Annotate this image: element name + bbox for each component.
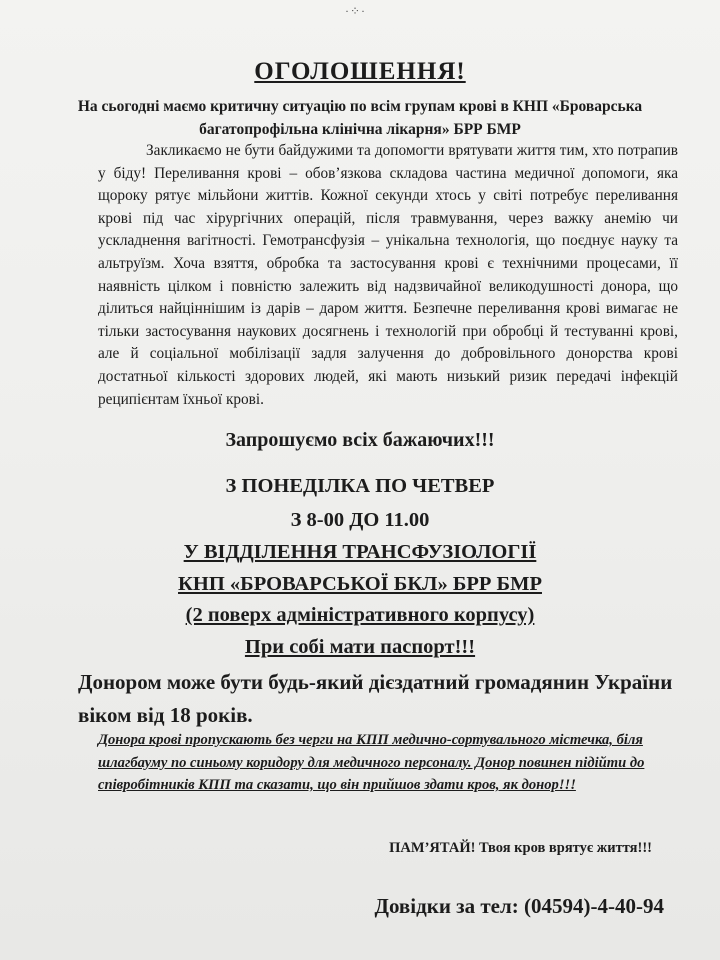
- remember-line: ПАМ’ЯТАЙ! Твоя кров врятує життя!!!: [389, 840, 652, 856]
- passport-line: При собі мати паспорт!!!: [244, 636, 476, 658]
- department-line-1: У ВІДДІЛЕННЯ ТРАНСФУЗІОЛОГІЇ: [183, 541, 537, 563]
- contact-phone: Довідки за тел: (04594)-4-40-94: [374, 894, 664, 918]
- paper-speck: ·⁘·: [345, 4, 367, 18]
- days-line: З ПОНЕДІЛКА ПО ЧЕТВЕР: [225, 475, 495, 497]
- department-line-2: КНП «БРОВАРСЬКОЇ БКЛ» БРР БМР: [178, 573, 542, 595]
- invitation-line: Запрошуємо всіх бажаючих!!!: [225, 429, 495, 451]
- announcement-title: ОГОЛОШЕННЯ!: [254, 58, 466, 85]
- body-paragraph: Закликаємо не бути байдужими та допомогти врятувати життя тим, хто потрапив у біду! Переливання крові – обов’язкова складова частина медичної допомоги, яка щороку рятує мільйони життів. Кожної секунди хтось у світі потребує переливання крові під час хірургічних операцій, після травмування, через важку анемію чи ускладнення вагітності. Гемотрансфузія – унікальна технологія, що поєднує науку та альтруїзм. Хоча взяття, обробка та застосування крові є технічними процесами, її наявність цілком і повністю залежить від надзвичайної великодушності донора, що ділиться найціннішим із дарів – даром життя. Безпечне переливання крові вимагає не тільки застосування наукових досягнень і технологій при обробці й тестуванні крові, але й соціальної мобілізації задля залучення до добровільного донорства крові достатньої кількості здорових людей, які мають низький ризик передачі інфекцій реципієнтам їхньої крові.: [98, 142, 678, 408]
- donor-requirement: Донором може бути будь-який дієздатний громадянин України віком від 18 років.: [78, 670, 673, 727]
- location-line: (2 поверх адміністративного корпусу): [185, 604, 535, 626]
- entry-instructions: Донора крові пропускають без черги на КПП медично-сортувального містечка, біля шлагбауму по синьому коридору для медичного персоналу. Донор повинен підійти до співробітників КПП та сказати, що він прийшов здати кров, як донор!!!: [98, 732, 645, 793]
- intro-paragraph: На сьогодні маємо критичну ситуацію по всім групам крові в КНП «Броварська багатопрофільна клінічна лікарня» БРР БМР: [77, 98, 643, 138]
- hours-line: З 8-00 ДО 11.00: [290, 509, 430, 531]
